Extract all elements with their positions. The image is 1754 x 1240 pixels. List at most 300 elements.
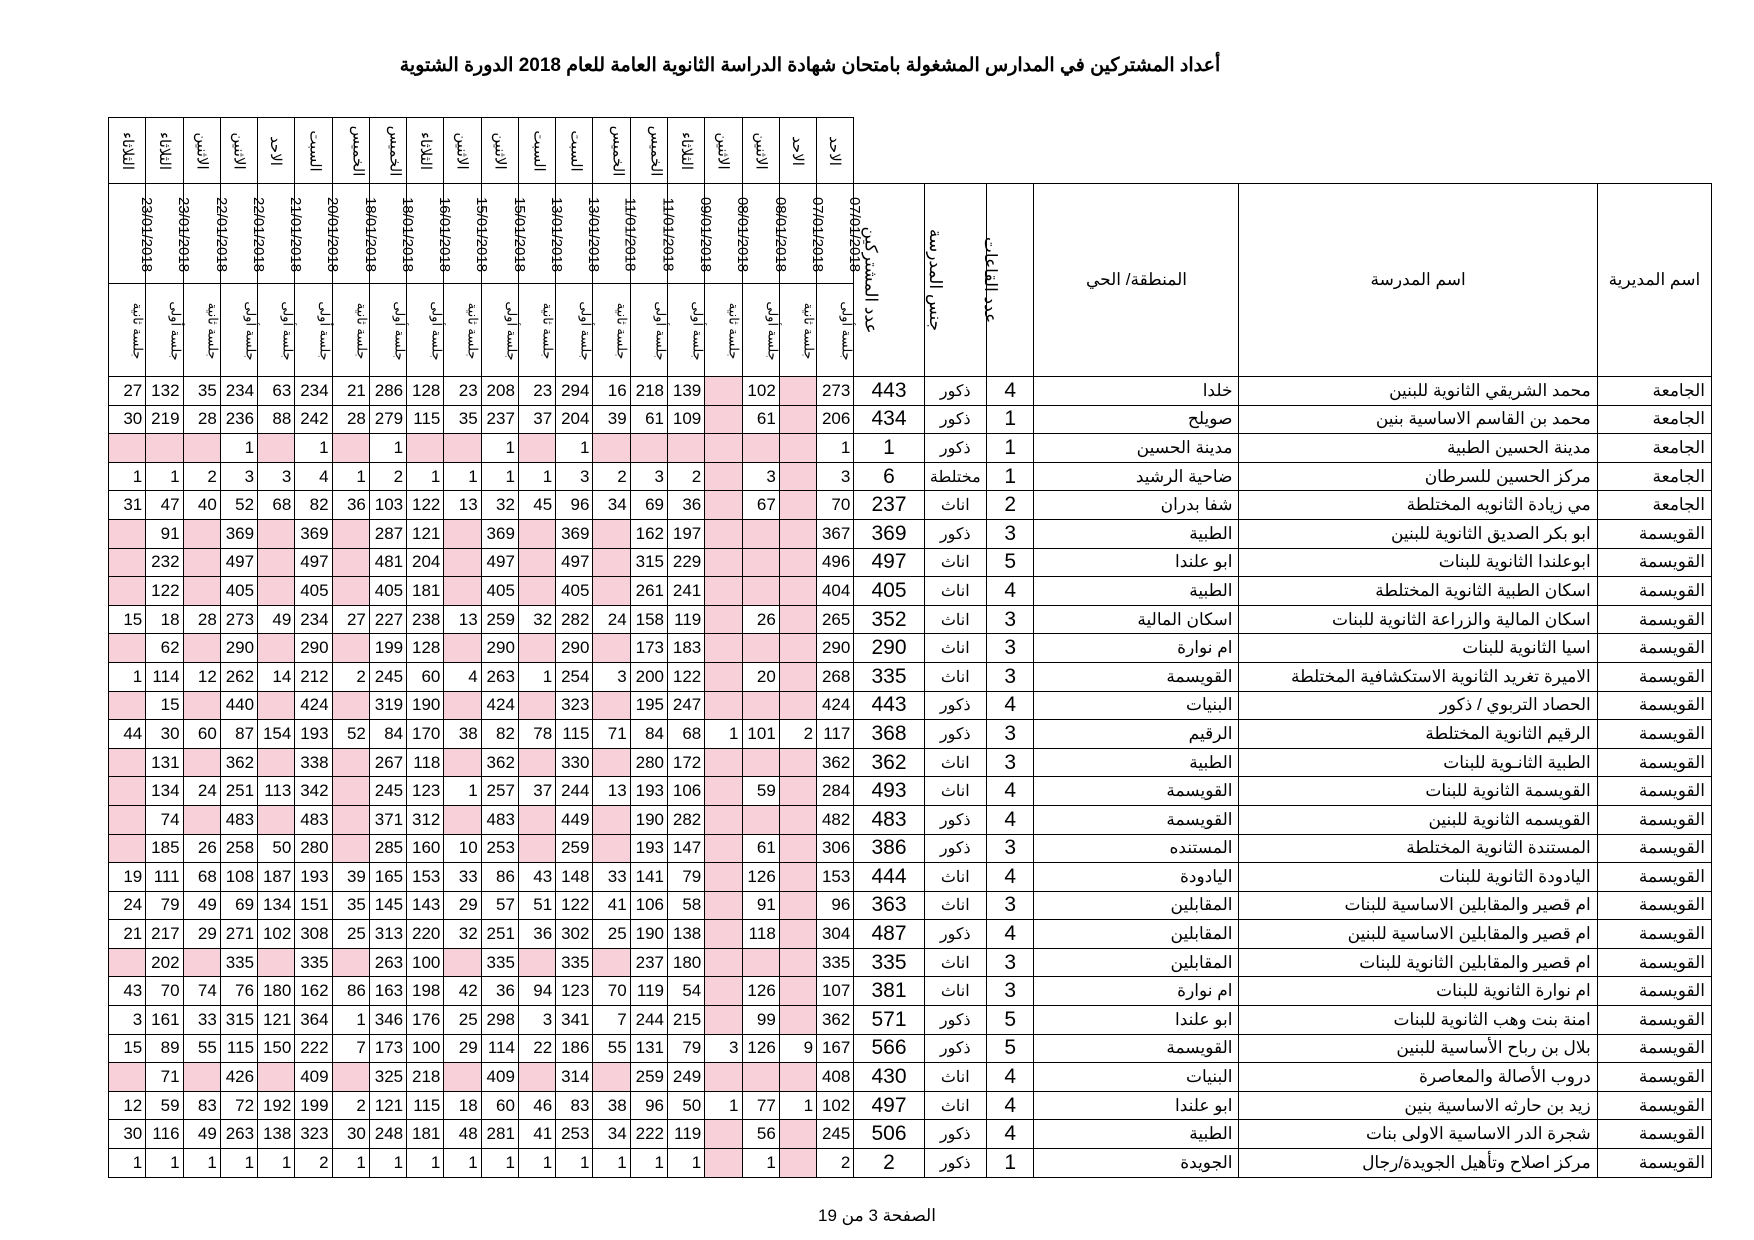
session-count-cell: 1 bbox=[369, 1149, 406, 1178]
table-row bbox=[109, 891, 1712, 920]
header-session-label: جلسة أولى bbox=[317, 301, 333, 361]
session-count-cell: 43 bbox=[109, 977, 146, 1006]
halls-cell: 4 bbox=[986, 1063, 1034, 1092]
directorate-cell: القويسمة bbox=[1597, 662, 1711, 691]
header-session-label: جلسة أولى bbox=[392, 301, 408, 361]
session-count-cell: 338 bbox=[295, 748, 332, 777]
session-count-cell: 198 bbox=[407, 977, 444, 1006]
header-date-label: 21/01/2018 bbox=[287, 196, 305, 272]
session-count-cell: 263 bbox=[481, 662, 518, 691]
header-session-label: جلسة أولى bbox=[168, 301, 184, 361]
session-count-cell bbox=[258, 634, 295, 663]
header-school-label: اسم المدرسة bbox=[1370, 270, 1466, 289]
session-count-cell: 1 bbox=[407, 1149, 444, 1178]
session-count-cell: 1 bbox=[518, 662, 555, 691]
session-count-cell bbox=[593, 805, 630, 834]
gender-cell: اناث bbox=[924, 1091, 986, 1120]
directorate-cell: القويسمة bbox=[1597, 577, 1711, 606]
session-count-cell: 102 bbox=[742, 377, 779, 406]
session-count-cell: 284 bbox=[817, 777, 854, 806]
session-count-cell bbox=[109, 948, 146, 977]
header-day-label: الاحد bbox=[267, 135, 285, 166]
session-count-cell bbox=[332, 777, 369, 806]
header-day-cell bbox=[518, 118, 555, 184]
school-cell: القويسمة الثانوية للبنات bbox=[1239, 777, 1597, 806]
session-count-cell bbox=[444, 634, 481, 663]
halls-cell: 3 bbox=[986, 891, 1034, 920]
session-count-cell: 369 bbox=[556, 519, 593, 548]
session-count-cell bbox=[742, 805, 779, 834]
session-count-cell: 138 bbox=[258, 1120, 295, 1149]
header-date-label: 22/01/2018 bbox=[249, 196, 267, 272]
session-count-cell: 21 bbox=[109, 920, 146, 949]
session-count-cell bbox=[146, 434, 183, 463]
session-count-cell bbox=[705, 834, 742, 863]
session-count-cell: 335 bbox=[220, 948, 257, 977]
area-cell: القويسمة bbox=[1034, 805, 1239, 834]
area-cell: الطبية bbox=[1034, 748, 1239, 777]
header-session-label: جلسة أولى bbox=[429, 301, 445, 361]
header-date-label: 07/01/2018 bbox=[808, 196, 826, 272]
school-cell: محمد الشريقي الثانوية للبنين bbox=[1239, 377, 1597, 406]
session-count-cell bbox=[444, 519, 481, 548]
school-cell: ام قصير والمقابلين الاساسية للبنات bbox=[1239, 891, 1597, 920]
session-count-cell bbox=[109, 434, 146, 463]
session-count-cell: 2 bbox=[295, 1149, 332, 1178]
session-count-cell: 190 bbox=[630, 920, 667, 949]
session-count-cell: 35 bbox=[183, 377, 220, 406]
area-cell: شفا بدران bbox=[1034, 491, 1239, 520]
session-count-cell: 122 bbox=[146, 577, 183, 606]
session-count-cell bbox=[742, 748, 779, 777]
halls-cell: 4 bbox=[986, 777, 1034, 806]
school-cell: زيد بن حارثه الاساسية بنين bbox=[1239, 1091, 1597, 1120]
directorate-cell: القويسمة bbox=[1597, 863, 1711, 892]
participants-cell: 335 bbox=[854, 948, 924, 977]
session-count-cell bbox=[705, 491, 742, 520]
header-session-label: جلسة أولى bbox=[504, 301, 520, 361]
page-footer: الصفحة 3 من 19 bbox=[818, 1206, 936, 1225]
session-count-cell bbox=[779, 977, 816, 1006]
session-count-cell: 19 bbox=[109, 863, 146, 892]
directorate-cell: القويسمة bbox=[1597, 1091, 1711, 1120]
header-session-label: جلسة ثانية bbox=[726, 302, 742, 360]
session-count-cell bbox=[779, 634, 816, 663]
session-count-cell: 18 bbox=[146, 605, 183, 634]
session-count-cell bbox=[444, 577, 481, 606]
session-count-cell: 167 bbox=[817, 1034, 854, 1063]
session-count-cell: 202 bbox=[146, 948, 183, 977]
session-count-cell bbox=[332, 948, 369, 977]
gender-cell: ذكور bbox=[924, 377, 986, 406]
header-day-cell bbox=[295, 118, 332, 184]
session-count-cell: 162 bbox=[630, 519, 667, 548]
session-count-cell bbox=[630, 434, 667, 463]
session-count-cell bbox=[593, 1063, 630, 1092]
table-row bbox=[109, 405, 1712, 434]
table-row bbox=[109, 1091, 1712, 1120]
session-count-cell: 28 bbox=[332, 405, 369, 434]
session-count-cell: 82 bbox=[295, 491, 332, 520]
halls-cell: 4 bbox=[986, 577, 1034, 606]
session-count-cell: 106 bbox=[630, 891, 667, 920]
session-count-cell bbox=[779, 1149, 816, 1178]
session-count-cell: 3 bbox=[705, 1034, 742, 1063]
session-count-cell: 245 bbox=[817, 1120, 854, 1149]
session-count-cell: 49 bbox=[183, 891, 220, 920]
halls-cell: 2 bbox=[986, 491, 1034, 520]
session-count-cell: 49 bbox=[183, 1120, 220, 1149]
session-count-cell bbox=[518, 634, 555, 663]
header-session-label: جلسة أولى bbox=[243, 301, 259, 361]
header-date-label: 09/01/2018 bbox=[697, 196, 715, 272]
session-count-cell: 234 bbox=[295, 605, 332, 634]
session-count-cell: 280 bbox=[295, 834, 332, 863]
session-count-cell: 285 bbox=[369, 834, 406, 863]
area-cell: المقابلين bbox=[1034, 891, 1239, 920]
session-count-cell bbox=[779, 891, 816, 920]
header-day-cell bbox=[630, 118, 667, 184]
participants-cell: 6 bbox=[854, 462, 924, 491]
header-day-cell bbox=[481, 118, 518, 184]
session-count-cell bbox=[109, 519, 146, 548]
session-count-cell: 83 bbox=[183, 1091, 220, 1120]
header-date-label: 08/01/2018 bbox=[734, 196, 752, 272]
halls-cell: 4 bbox=[986, 920, 1034, 949]
session-count-cell: 121 bbox=[369, 1091, 406, 1120]
session-count-cell: 3 bbox=[742, 462, 779, 491]
session-count-cell: 47 bbox=[146, 491, 183, 520]
halls-cell: 4 bbox=[986, 863, 1034, 892]
session-count-cell bbox=[258, 577, 295, 606]
school-cell: دروب الأصالة والمعاصرة bbox=[1239, 1063, 1597, 1092]
header-gender-label: جنس المدرسة bbox=[925, 228, 945, 332]
area-cell: اليادودة bbox=[1034, 863, 1239, 892]
session-count-cell bbox=[705, 1149, 742, 1178]
directorate-cell: القويسمة bbox=[1597, 977, 1711, 1006]
session-count-cell: 282 bbox=[556, 605, 593, 634]
session-count-cell: 24 bbox=[593, 605, 630, 634]
session-count-cell: 25 bbox=[593, 920, 630, 949]
participants-table bbox=[108, 117, 1712, 1178]
session-count-cell: 30 bbox=[109, 1120, 146, 1149]
header-date-label: 16/01/2018 bbox=[436, 196, 454, 272]
participants-cell: 405 bbox=[854, 577, 924, 606]
session-count-cell bbox=[183, 948, 220, 977]
header-day-label: الاحد bbox=[788, 135, 806, 166]
session-count-cell: 15 bbox=[109, 1034, 146, 1063]
session-count-cell: 3 bbox=[630, 462, 667, 491]
area-cell: ابو علندا bbox=[1034, 1006, 1239, 1035]
session-count-cell: 1 bbox=[705, 720, 742, 749]
session-count-cell bbox=[779, 1120, 816, 1149]
session-count-cell: 2 bbox=[183, 462, 220, 491]
session-count-cell: 138 bbox=[667, 920, 704, 949]
session-count-cell: 15 bbox=[146, 691, 183, 720]
session-count-cell: 497 bbox=[481, 548, 518, 577]
header-date-label: 18/01/2018 bbox=[361, 196, 379, 272]
session-count-cell: 61 bbox=[630, 405, 667, 434]
session-count-cell: 134 bbox=[146, 777, 183, 806]
session-count-cell: 29 bbox=[444, 1034, 481, 1063]
session-count-cell: 212 bbox=[295, 662, 332, 691]
header-day-label: الاثنين bbox=[714, 131, 732, 170]
gender-cell: ذكور bbox=[924, 1120, 986, 1149]
session-count-cell: 161 bbox=[146, 1006, 183, 1035]
session-count-cell: 12 bbox=[109, 1091, 146, 1120]
session-count-cell: 1 bbox=[295, 434, 332, 463]
header-date-label: 15/01/2018 bbox=[473, 196, 491, 272]
school-cell: الاميرة تغريد الثانوية الاستكشافية المختلطة bbox=[1239, 662, 1597, 691]
session-count-cell: 249 bbox=[667, 1063, 704, 1092]
session-count-cell: 28 bbox=[183, 605, 220, 634]
session-count-cell: 43 bbox=[518, 863, 555, 892]
session-count-cell: 27 bbox=[332, 605, 369, 634]
header-halls bbox=[981, 184, 1034, 377]
session-count-cell: 218 bbox=[630, 377, 667, 406]
halls-cell: 3 bbox=[986, 748, 1034, 777]
session-count-cell: 102 bbox=[258, 920, 295, 949]
header-date-label: 20/01/2018 bbox=[324, 196, 342, 272]
session-count-cell: 405 bbox=[556, 577, 593, 606]
session-count-cell: 30 bbox=[109, 405, 146, 434]
session-count-cell: 237 bbox=[481, 405, 518, 434]
session-count-cell bbox=[444, 948, 481, 977]
session-count-cell: 30 bbox=[146, 720, 183, 749]
session-count-cell: 121 bbox=[258, 1006, 295, 1035]
participants-cell: 566 bbox=[854, 1034, 924, 1063]
session-count-cell: 67 bbox=[742, 491, 779, 520]
session-count-cell: 2 bbox=[593, 462, 630, 491]
session-count-cell bbox=[593, 577, 630, 606]
school-cell: بلال بن رباح الأساسية للبنين bbox=[1239, 1034, 1597, 1063]
session-count-cell: 408 bbox=[817, 1063, 854, 1092]
session-count-cell bbox=[779, 1006, 816, 1035]
session-count-cell: 99 bbox=[742, 1006, 779, 1035]
session-count-cell: 16 bbox=[593, 377, 630, 406]
participants-cell: 381 bbox=[854, 977, 924, 1006]
session-count-cell: 253 bbox=[481, 834, 518, 863]
halls-cell: 5 bbox=[986, 548, 1034, 577]
session-count-cell bbox=[109, 777, 146, 806]
header-day-cell bbox=[332, 118, 369, 184]
header-date-label: 13/01/2018 bbox=[547, 196, 565, 272]
session-count-cell: 190 bbox=[407, 691, 444, 720]
header-day-label: الثلاثاء bbox=[156, 131, 174, 170]
participants-cell: 571 bbox=[854, 1006, 924, 1035]
gender-cell: اناث bbox=[924, 634, 986, 663]
session-count-cell: 7 bbox=[593, 1006, 630, 1035]
halls-cell: 1 bbox=[986, 1149, 1034, 1178]
session-count-cell: 22 bbox=[518, 1034, 555, 1063]
session-count-cell: 206 bbox=[817, 405, 854, 434]
session-count-cell: 220 bbox=[407, 920, 444, 949]
gender-cell: اناث bbox=[924, 748, 986, 777]
school-cell: اسيا الثانوية للبنات bbox=[1239, 634, 1597, 663]
session-count-cell: 72 bbox=[220, 1091, 257, 1120]
session-count-cell: 60 bbox=[183, 720, 220, 749]
session-count-cell: 1 bbox=[109, 662, 146, 691]
session-count-cell: 160 bbox=[407, 834, 444, 863]
session-count-cell bbox=[705, 519, 742, 548]
session-count-cell bbox=[705, 377, 742, 406]
header-day-cell bbox=[556, 118, 593, 184]
session-count-cell: 78 bbox=[518, 720, 555, 749]
session-count-cell: 199 bbox=[369, 634, 406, 663]
header-day-label: الاثنين bbox=[454, 131, 472, 170]
session-count-cell: 101 bbox=[742, 720, 779, 749]
directorate-cell: القويسمة bbox=[1597, 805, 1711, 834]
session-count-cell bbox=[779, 748, 816, 777]
session-count-cell: 181 bbox=[407, 577, 444, 606]
session-count-cell: 122 bbox=[667, 662, 704, 691]
session-count-cell: 68 bbox=[258, 491, 295, 520]
session-count-cell: 335 bbox=[295, 948, 332, 977]
session-count-cell: 180 bbox=[258, 977, 295, 1006]
session-count-cell bbox=[518, 691, 555, 720]
table-row bbox=[109, 920, 1712, 949]
session-count-cell bbox=[258, 434, 295, 463]
school-cell: محمد بن القاسم الاساسية بنين bbox=[1239, 405, 1597, 434]
header-day-label: الخميس bbox=[386, 125, 404, 176]
table-row bbox=[109, 1034, 1712, 1063]
header-session-cell bbox=[705, 284, 742, 377]
session-count-cell: 50 bbox=[258, 834, 295, 863]
session-count-cell bbox=[742, 519, 779, 548]
school-cell: امنة بنت وهب الثانوية للبنات bbox=[1239, 1006, 1597, 1035]
session-count-cell: 126 bbox=[742, 863, 779, 892]
table-row bbox=[109, 577, 1712, 606]
halls-cell: 4 bbox=[986, 1091, 1034, 1120]
directorate-cell: القويسمة bbox=[1597, 891, 1711, 920]
participants-cell: 290 bbox=[854, 634, 924, 663]
session-count-cell: 204 bbox=[556, 405, 593, 434]
session-count-cell: 123 bbox=[556, 977, 593, 1006]
session-count-cell bbox=[705, 634, 742, 663]
directorate-cell: الجامعة bbox=[1597, 462, 1711, 491]
session-count-cell: 1 bbox=[556, 434, 593, 463]
session-count-cell: 371 bbox=[369, 805, 406, 834]
session-count-cell: 58 bbox=[667, 891, 704, 920]
session-count-cell bbox=[518, 748, 555, 777]
session-count-cell bbox=[779, 462, 816, 491]
session-count-cell: 362 bbox=[817, 748, 854, 777]
header-session-label: جلسة أولى bbox=[690, 301, 706, 361]
session-count-cell bbox=[332, 805, 369, 834]
session-count-cell: 290 bbox=[481, 634, 518, 663]
header-session-label: جلسة أولى bbox=[765, 301, 781, 361]
session-count-cell: 424 bbox=[295, 691, 332, 720]
session-count-cell: 28 bbox=[183, 405, 220, 434]
session-count-cell: 119 bbox=[667, 1120, 704, 1149]
directorate-cell: القويسمة bbox=[1597, 1034, 1711, 1063]
header-participants-label: عدد المشتركين bbox=[861, 226, 881, 334]
session-count-cell bbox=[742, 577, 779, 606]
session-count-cell: 36 bbox=[481, 977, 518, 1006]
session-count-cell: 45 bbox=[518, 491, 555, 520]
session-count-cell: 449 bbox=[556, 805, 593, 834]
session-count-cell: 61 bbox=[742, 405, 779, 434]
session-count-cell bbox=[518, 948, 555, 977]
session-count-cell bbox=[705, 1063, 742, 1092]
session-count-cell: 147 bbox=[667, 834, 704, 863]
session-count-cell: 153 bbox=[407, 863, 444, 892]
header-date-label: 07/01/2018 bbox=[846, 196, 864, 272]
session-count-cell: 50 bbox=[667, 1091, 704, 1120]
session-count-cell bbox=[742, 434, 779, 463]
directorate-cell: القويسمة bbox=[1597, 605, 1711, 634]
session-count-cell: 426 bbox=[220, 1063, 257, 1092]
session-count-cell: 103 bbox=[369, 491, 406, 520]
header-day-row bbox=[109, 118, 1712, 184]
header-day-cell bbox=[407, 118, 444, 184]
session-count-cell: 234 bbox=[220, 377, 257, 406]
session-count-cell: 74 bbox=[183, 977, 220, 1006]
session-count-cell: 84 bbox=[369, 720, 406, 749]
session-count-cell: 55 bbox=[593, 1034, 630, 1063]
session-count-cell: 287 bbox=[369, 519, 406, 548]
session-count-cell: 89 bbox=[146, 1034, 183, 1063]
session-count-cell: 496 bbox=[817, 548, 854, 577]
header-directorate-label: اسم المديرية bbox=[1608, 270, 1701, 289]
session-count-cell: 290 bbox=[556, 634, 593, 663]
header-date-label: 23/01/2018 bbox=[175, 196, 193, 272]
table-row bbox=[109, 834, 1712, 863]
session-count-cell bbox=[444, 691, 481, 720]
session-count-cell: 91 bbox=[146, 519, 183, 548]
session-count-cell bbox=[444, 748, 481, 777]
header-day-cell bbox=[220, 118, 257, 184]
directorate-cell: القويسمة bbox=[1597, 1006, 1711, 1035]
header-date-label: 13/01/2018 bbox=[585, 196, 603, 272]
school-cell: مركز الحسين للسرطان bbox=[1239, 462, 1597, 491]
participants-cell: 493 bbox=[854, 777, 924, 806]
header-session-cell bbox=[258, 284, 295, 377]
session-count-cell: 1 bbox=[146, 1149, 183, 1178]
directorate-cell: القويسمة bbox=[1597, 519, 1711, 548]
session-count-cell: 227 bbox=[369, 605, 406, 634]
area-cell: ام نوارة bbox=[1034, 634, 1239, 663]
directorate-cell: القويسمة bbox=[1597, 720, 1711, 749]
session-count-cell: 41 bbox=[518, 1120, 555, 1149]
session-count-cell: 282 bbox=[667, 805, 704, 834]
header-session-label: جلسة ثانية bbox=[204, 302, 220, 360]
table-row bbox=[109, 462, 1712, 491]
session-count-cell: 1 bbox=[109, 462, 146, 491]
session-count-cell: 32 bbox=[481, 491, 518, 520]
session-count-cell: 77 bbox=[742, 1091, 779, 1120]
session-count-cell: 279 bbox=[369, 405, 406, 434]
area-cell: القويسمة bbox=[1034, 1034, 1239, 1063]
session-count-cell: 35 bbox=[444, 405, 481, 434]
session-count-cell: 26 bbox=[742, 605, 779, 634]
session-count-cell bbox=[705, 605, 742, 634]
session-count-cell bbox=[779, 434, 816, 463]
session-count-cell: 204 bbox=[407, 548, 444, 577]
session-count-cell: 126 bbox=[742, 1034, 779, 1063]
session-count-cell: 229 bbox=[667, 548, 704, 577]
session-count-cell: 3 bbox=[109, 1006, 146, 1035]
session-count-cell: 172 bbox=[667, 748, 704, 777]
session-count-cell: 261 bbox=[630, 577, 667, 606]
session-count-cell: 115 bbox=[407, 1091, 444, 1120]
directorate-cell: القويسمة bbox=[1597, 748, 1711, 777]
session-count-cell bbox=[109, 805, 146, 834]
area-cell: البنيات bbox=[1034, 1063, 1239, 1092]
session-count-cell: 367 bbox=[817, 519, 854, 548]
header-day-cell bbox=[258, 118, 295, 184]
session-count-cell: 362 bbox=[220, 748, 257, 777]
